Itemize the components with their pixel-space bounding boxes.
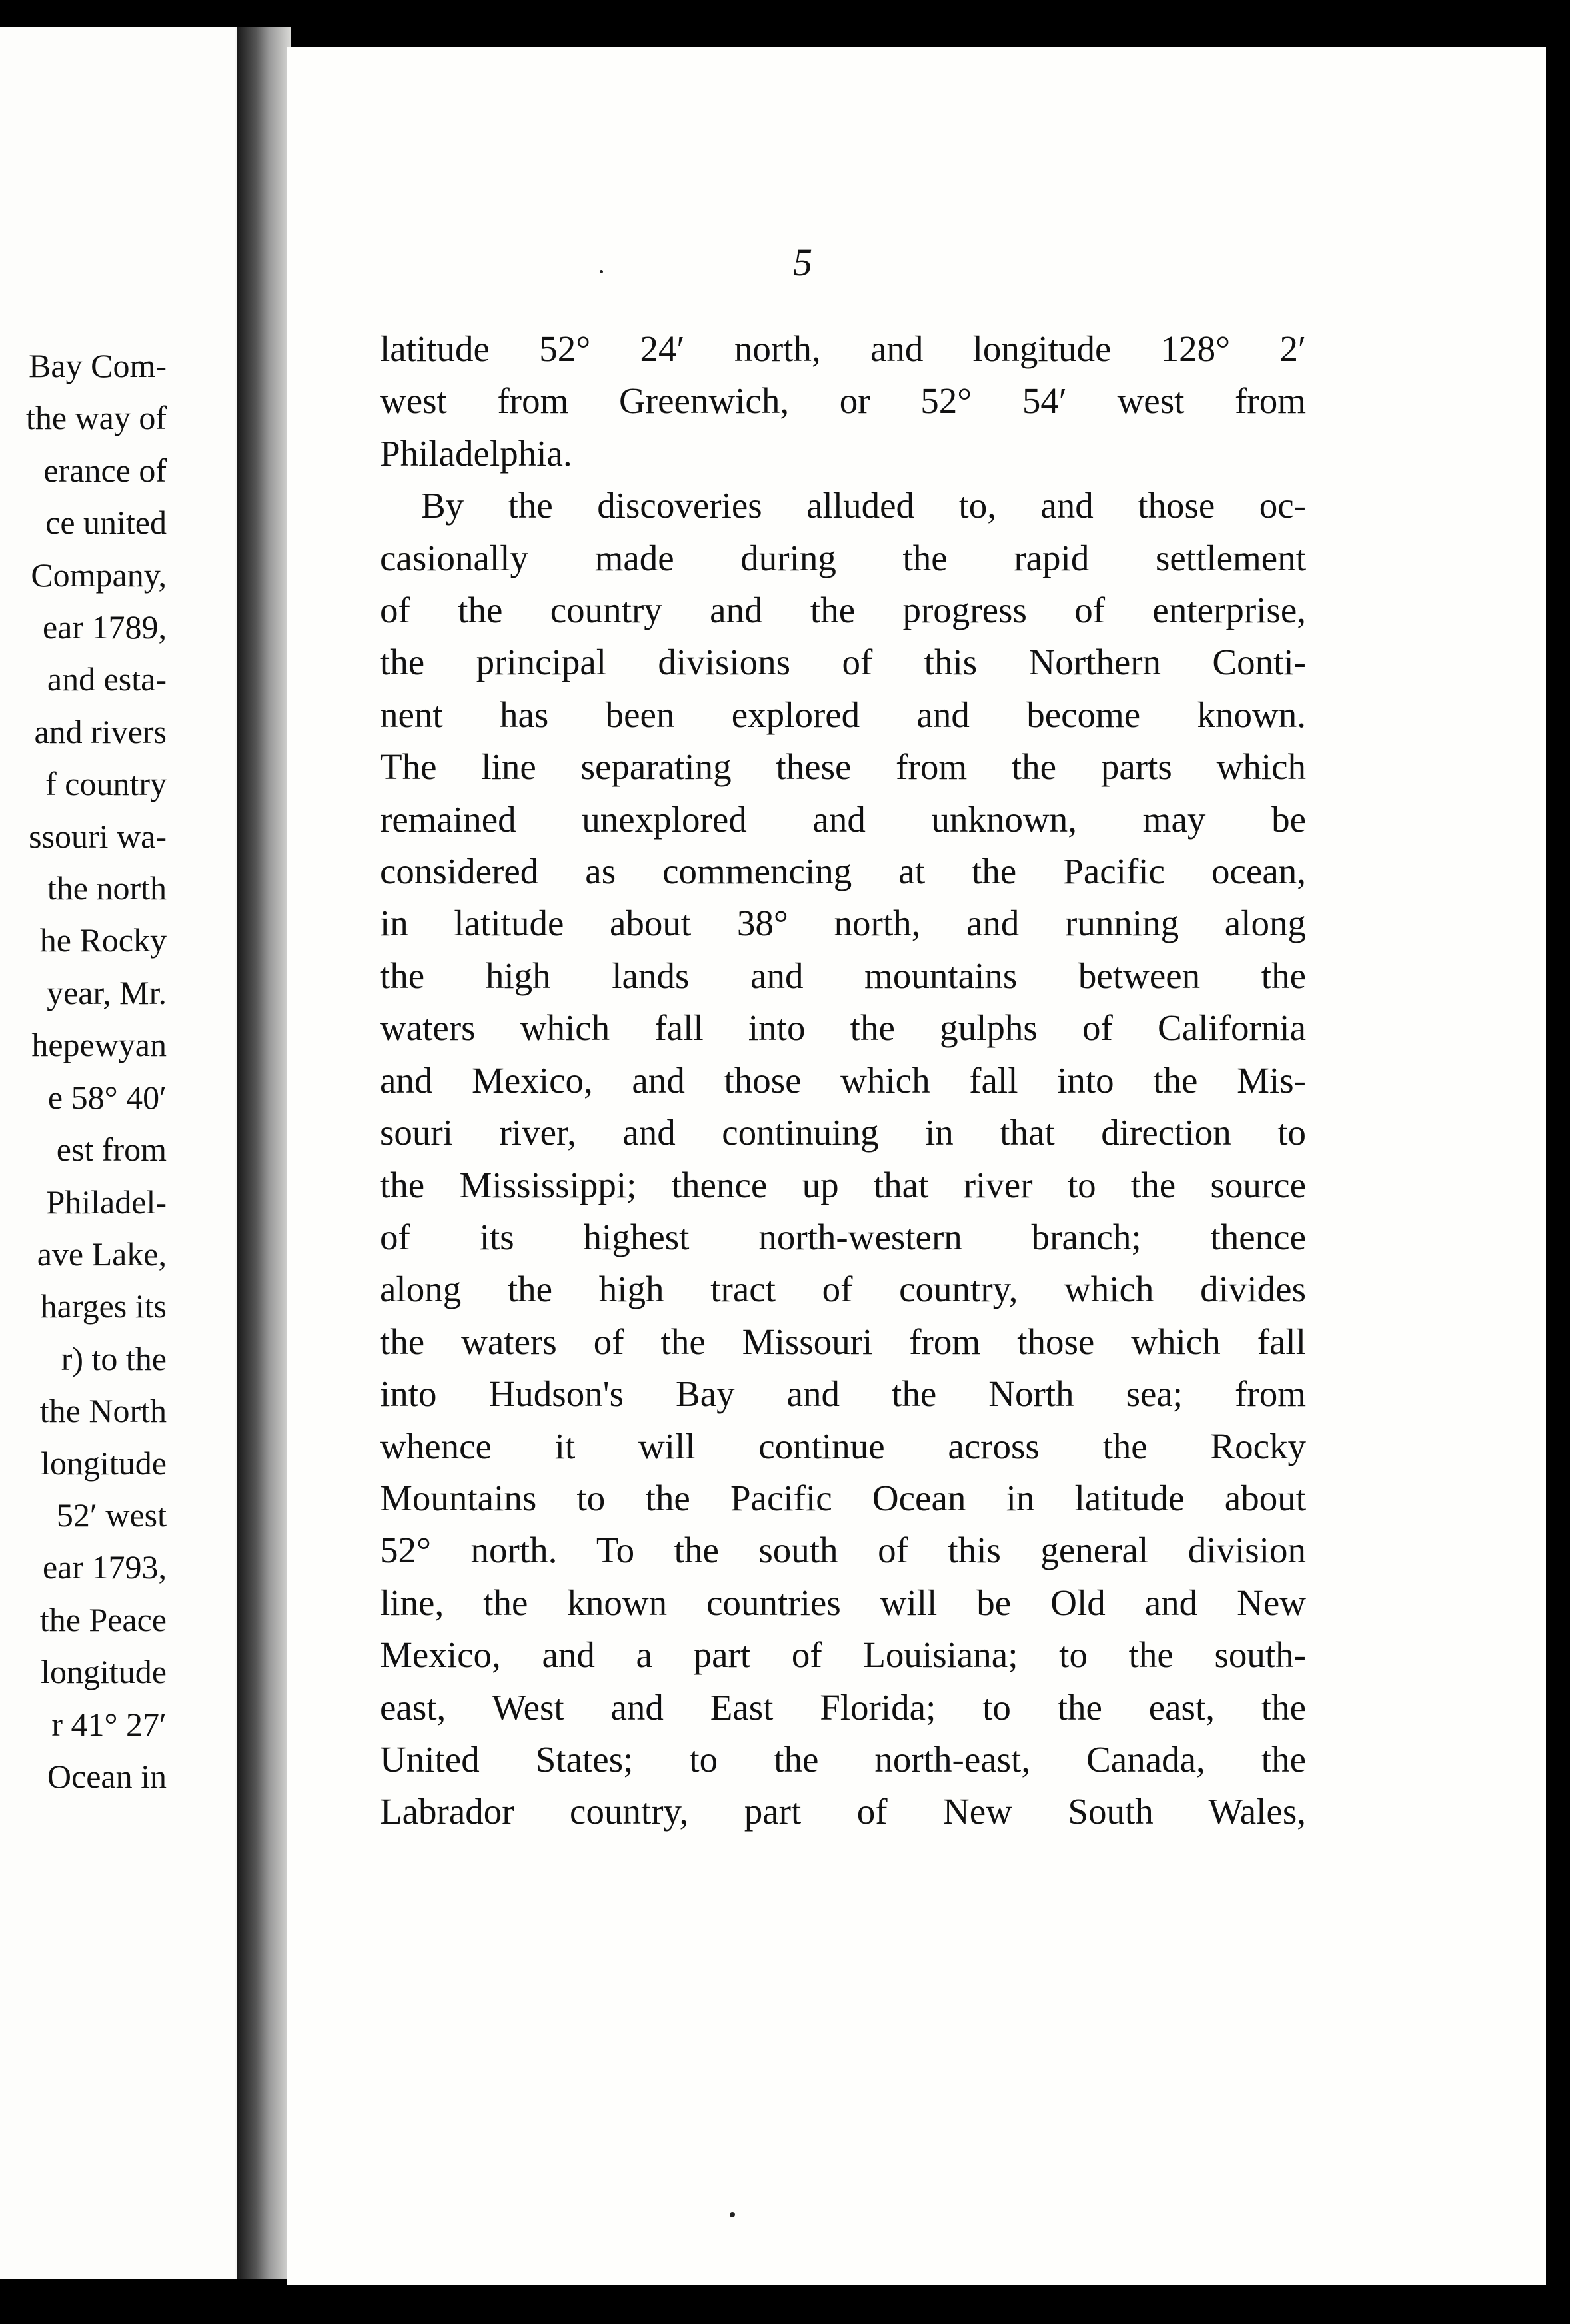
text-line: e 58° 40′ (47, 1078, 167, 1116)
text-line: Company, (31, 556, 167, 594)
text-line: harges its (40, 1287, 167, 1325)
text-line: into Hudson's Bay and the North sea; from (380, 1373, 1306, 1415)
text-line: souri river, and continuing in that direction to (380, 1112, 1306, 1153)
right-main-page (287, 47, 1546, 2285)
text-line: the North (39, 1392, 167, 1430)
text-line: east, West and East Florida; to the east, the (380, 1686, 1306, 1728)
text-line: the north (47, 870, 167, 907)
text-line: the high lands and mountains between the (380, 955, 1306, 996)
text-line: the principal divisions of this Northern Conti- (380, 642, 1306, 683)
text-line: nent has been explored and become known. (380, 694, 1306, 735)
page-number: 5 (793, 241, 812, 284)
text-line: r) to the (61, 1339, 167, 1377)
text-line: By the discoveries alluded to, and those oc- (421, 485, 1306, 526)
text-line: of the country and the progress of enterprise, (380, 590, 1306, 631)
text-line: year, Mr. (47, 973, 167, 1011)
text-line: the Peace (39, 1600, 167, 1638)
text-line: the Mississippi; thence up that river to the source (380, 1164, 1306, 1205)
text-line: ear 1793, (42, 1548, 167, 1586)
text-line: ave Lake, (37, 1235, 167, 1273)
text-line: Philadel- (46, 1183, 167, 1221)
page-body-text (380, 323, 1306, 1838)
ink-speck (730, 2212, 735, 2217)
text-line: the way of (25, 399, 167, 437)
text-line: 52′ west (56, 1496, 167, 1534)
text-line: erance of (43, 451, 167, 489)
ink-speck (600, 270, 603, 273)
text-line: latitude 52° 24′ north, and longitude 128° 2′ (380, 328, 1306, 369)
text-line: and rivers (34, 712, 167, 750)
text-line: along the high tract of country, which divides (380, 1269, 1306, 1310)
text-line: west from Greenwich, or 52° 54′ west from (380, 380, 1306, 422)
text-line: United States; to the north-east, Canada, the (380, 1738, 1306, 1780)
text-line: of its highest north-western branch; thence (380, 1216, 1306, 1257)
text-line: considered as commencing at the Pacific ocean, (380, 851, 1306, 892)
text-line: longitude (41, 1653, 167, 1691)
text-line: f country (45, 765, 167, 803)
text-line: 52° north. To the south of this general division (380, 1530, 1306, 1571)
text-line: remained unexplored and unknown, may be (380, 798, 1306, 840)
text-line: the waters of the Missouri from those which fall (380, 1321, 1306, 1362)
text-line: and esta- (47, 660, 167, 698)
text-line: Philadelphia. (380, 432, 572, 474)
text-line: Mexico, and a part of Louisiana; to the south- (380, 1634, 1306, 1676)
text-line: r 41° 27′ (51, 1705, 167, 1743)
text-line: he Rocky (39, 921, 167, 959)
text-line: Bay Com- (29, 347, 167, 384)
text-line: and Mexico, and those which fall into the Mis- (380, 1059, 1306, 1101)
text-line: waters which fall into the gulphs of California (380, 1007, 1306, 1049)
text-line: whence it will continue across the Rocky (380, 1425, 1306, 1466)
text-line: longitude (41, 1444, 167, 1482)
text-line: ce united (45, 504, 167, 542)
text-line: Labrador country, part of New South Wales, (380, 1791, 1306, 1832)
text-line: ear 1789, (42, 608, 167, 646)
text-line: casionally made during the rapid settlement (380, 537, 1306, 578)
text-line: Ocean in (47, 1757, 167, 1795)
left-page-text (0, 340, 167, 1802)
text-line: in latitude about 38° north, and running along (380, 903, 1306, 944)
text-line: hepewyan (31, 1026, 167, 1064)
text-line: ssouri wa- (29, 817, 167, 855)
left-facing-page (0, 27, 253, 2279)
text-line: line, the known countries will be Old and New (380, 1582, 1306, 1623)
text-line: Mountains to the Pacific Ocean in latitude about (380, 1477, 1306, 1518)
book-gutter (237, 27, 291, 2279)
text-line: est from (56, 1131, 167, 1169)
text-line: The line separating these from the parts which (380, 746, 1306, 788)
